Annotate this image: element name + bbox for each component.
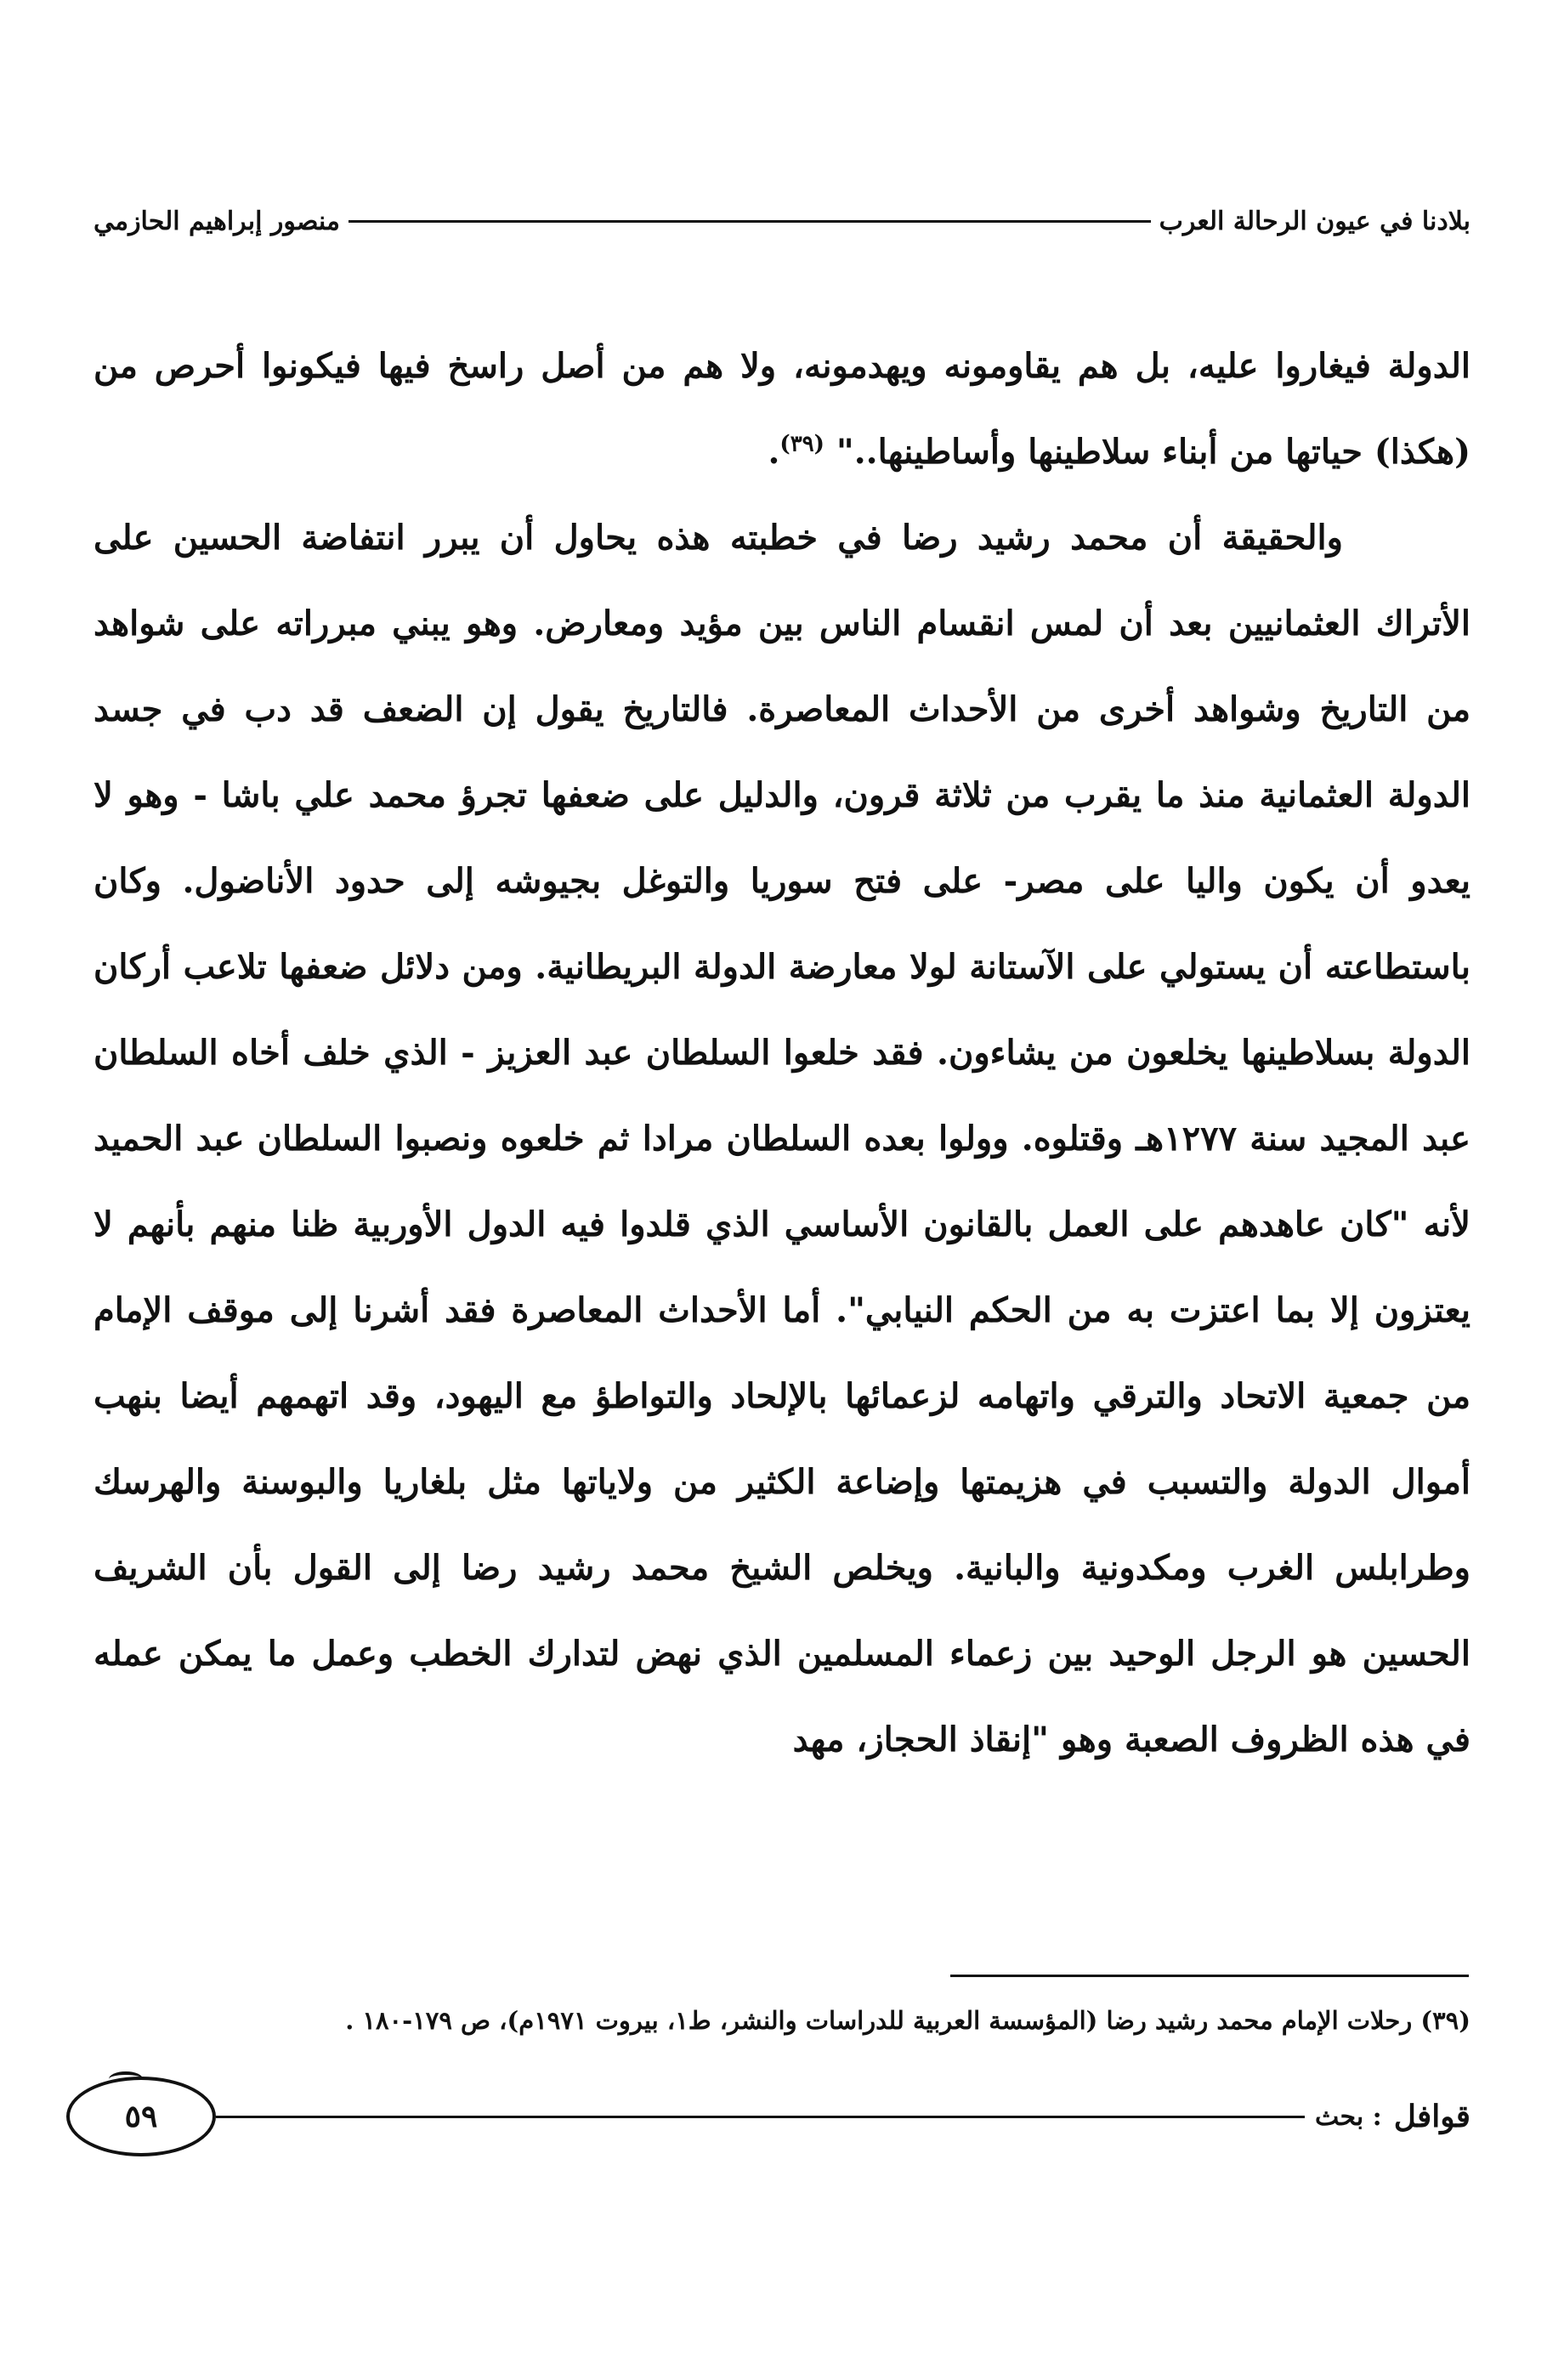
journal-name: قوافل xyxy=(1393,2099,1470,2134)
header-author: منصور إبراهيم الحازمي xyxy=(94,206,340,236)
page-number: ٥٩ xyxy=(124,2099,158,2134)
footer-rule xyxy=(216,2116,1305,2118)
footnote: (٣٩) رحلات الإمام محمد رشيد رضا (المؤسسة العربية للدراسات والنشر، ط١، بيروت ١٩٧١م)، ص ١٧٩-١٨٠ . xyxy=(345,2006,1470,2035)
footnote-reference: (٣٩) xyxy=(779,431,824,457)
footnote-rule xyxy=(950,1975,1469,1977)
header-rule xyxy=(348,220,1151,223)
paragraph-1 xyxy=(94,323,1470,495)
body-text xyxy=(94,323,1470,1782)
paragraph-1-end: . xyxy=(768,432,780,472)
header-book-title: بلادنا في عيون الرحالة العرب xyxy=(1159,206,1470,236)
paragraph-2: والحقيقة أن محمد رشيد رضا في خطبته هذه يحاول أن يبرر انتفاضة الحسين على الأتراك العثمانيين بعد أن لمس انقسام الناس بين مؤيد ومعارض. وهو يبني مبرراته على شواهد من التاريخ وشواهد أخرى من الأحداث المعاصرة. فالتاريخ يقول إن الضعف قد دب في جسد الدولة العثمانية منذ ما يقرب من ثلاثة قرون، والدليل على ضعفها تجرؤ محمد علي باشا - وهو لا يعدو أن يكون واليا على مصر- على فتح سوريا والتوغل بجيوشه إلى حدود الأناضول. وكان باستطاعته أن يستولي على الآستانة لولا معارضة الدولة البريطانية. ومن دلائل ضعفها تلاعب أركان الدولة بسلاطينها يخلعون من يشاءون. فقد خلعوا السلطان عبد العزيز - الذي خلف أخاه السلطان عبد المجيد سنة ١٢٧٧هـ وقتلوه. وولوا بعده السلطان مرادا ثم خلعوه ونصبوا السلطان عبد الحميد لأنه "كان عاهدهم على العمل بالقانون الأساسي الذي قلدوا فيه الدول الأوربية ظنا منهم بأنهم لا يعتزون إلا بما اعتزت به من الحكم النيابي". أما الأحداث المعاصرة فقد أشرنا إلى موقف الإمام من جمعية الاتحاد والترقي واتهامه لزعمائها بالإلحاد والتواطؤ مع اليهود، وقد اتهمهم أيضا بنهب أموال الدولة والتسبب في هزيمتها وإضاعة الكثير من ولاياتها مثل بلغاريا والبوسنة والهرسك وطرابلس الغرب ومكدونية والبانية. ويخلص الشيخ محمد رشيد رضا إلى القول بأن الشريف الحسين هو الرجل الوحيد بين زعماء المسلمين الذي نهض لتدارك الخطب وعمل ما يمكن عمله في هذه الظروف الصعبة وهو "إنقاذ الحجاز، مهد xyxy=(94,518,1471,1760)
page-footer xyxy=(66,2074,1470,2159)
paragraph-1-text: الدولة فيغاروا عليه، بل هم يقاومونه ويهدمونه، ولا هم من أصل راسخ فيها فيكونوا أحرص من (هكذا) حياتها من أبناء سلاطينها وأساطينها.." xyxy=(94,346,1470,472)
running-header xyxy=(94,196,1470,246)
page-number-oval xyxy=(66,2077,216,2156)
oval-ornament-icon xyxy=(109,2071,143,2087)
section-label: : بحث xyxy=(1315,2101,1382,2132)
